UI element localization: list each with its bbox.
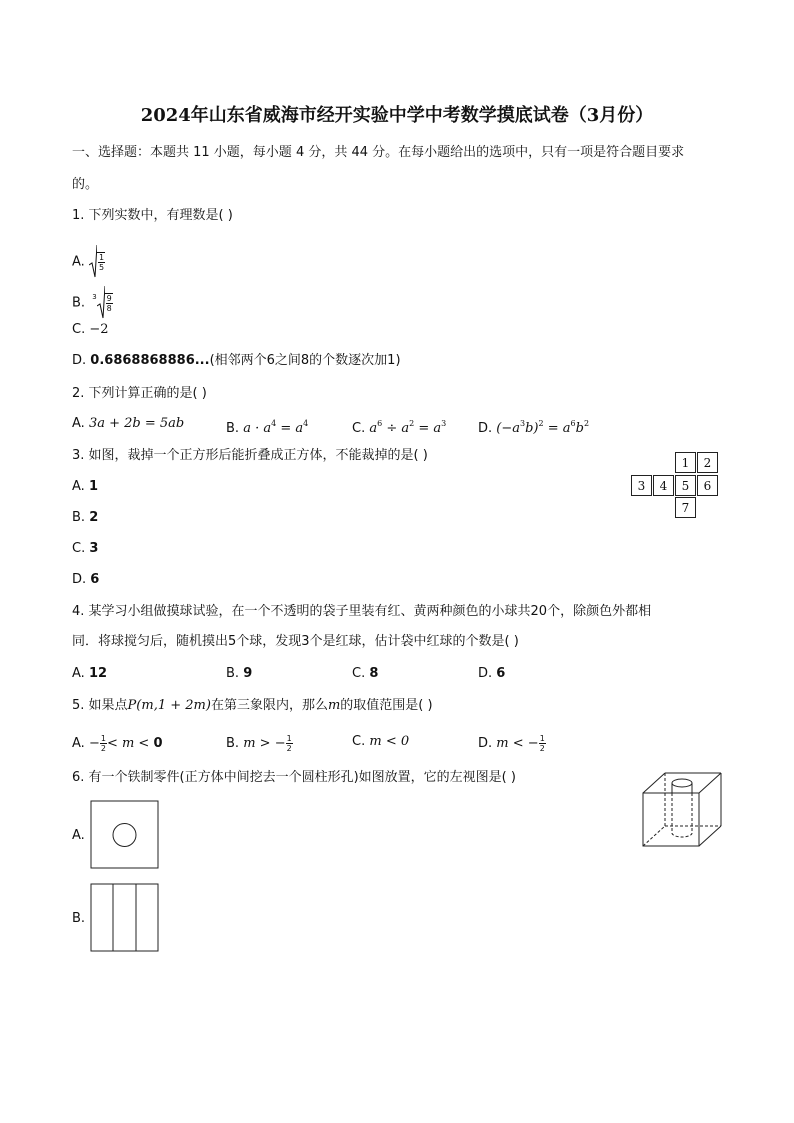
q5-option-a: A. − $\frac{1}{2}$ < m < 0 (72, 734, 163, 753)
q2-option-d: D. $(-a^3b)^2 = a^6b^2$ (478, 419, 590, 436)
q3-option-c: C. 3 (72, 541, 99, 556)
page-title: 2024年山东省威海市经开实验中学中考数学摸底试卷（3月份） (140, 105, 654, 126)
radicand-fraction: $\frac{9}{8}$ (106, 294, 112, 313)
q4-option-b: B. 9 (226, 666, 253, 681)
net-cell-7: 7 (675, 497, 696, 518)
q1-stem: 1. 下列实数中，有理数是( ) (72, 208, 233, 223)
option-value: −2 (89, 322, 109, 337)
q5-option-d: D. m < − $\frac{1}{2}$ (478, 734, 545, 753)
q4-option-a: A. 12 (72, 666, 108, 681)
net-cell-2: 2 (697, 452, 718, 473)
q2-stem: 2. 下列计算正确的是( ) (72, 386, 207, 401)
q2-option-b: B. $a \cdot a^4 = a^4$ (226, 419, 309, 436)
q3-option-b: B. 2 (72, 510, 99, 525)
option-label: C. (72, 322, 86, 337)
q4-option-d: D. 6 (478, 666, 506, 681)
q4-stem-line1: 4. 某学习小组做摸球试验，在一个不透明的袋子里装有红、黄两种颜色的小球共20个，除颜色外都相 (72, 604, 652, 619)
q6-option-b-figure (90, 883, 160, 953)
q2-option-a: A. 3a + 2b = 5ab (72, 416, 185, 431)
cube-root-index: 3 (92, 292, 97, 301)
q1-option-b (72, 286, 113, 320)
q1-option-c (72, 322, 109, 338)
option-label: D. (72, 353, 87, 368)
q3-option-a: A. 1 (72, 479, 98, 494)
q1-option-a (72, 245, 105, 279)
net-cell-5: 5 (675, 475, 696, 496)
q4-stem-line2: 同．将球搅匀后，随机摸出5个球，发现3个是红球，估计袋中红球的个数是( ) (72, 634, 519, 649)
q6-option-a-figure (90, 800, 160, 870)
q6-stem: 6. 有一个铁制零件(正方体中间挖去一个圆柱形孔)如图放置，它的左视图是( ) (72, 770, 516, 785)
q4-option-c: C. 8 (352, 666, 379, 681)
net-cell-1: 1 (675, 452, 696, 473)
section-instructions-line2: 的。 (72, 177, 99, 192)
net-cell-3: 3 (631, 475, 652, 496)
sqrt-radical (89, 245, 105, 279)
q6-option-a-label: A. (72, 828, 85, 843)
q5-option-c: C. m < 0 (352, 734, 410, 749)
net-cell-6: 6 (697, 475, 718, 496)
q5-stem: 5. 如果点P(m,1 + 2m)在第三象限内，那么m的取值范围是( ) (72, 698, 433, 713)
section-instructions-line1: 一、选择题：本题共 11 小题，每小题 4 分，共 44 分。在每小题给出的选项中，只有一项是符合题目要求 (72, 145, 685, 160)
radicand-fraction: $\frac{1}{5}$ (98, 253, 105, 272)
point-expression: P(m,1 + 2m) (127, 698, 211, 713)
q3-option-d: D. 6 (72, 572, 100, 587)
q2-option-c: C. $a^6 \div a^2 = a^3$ (352, 419, 447, 436)
q1-option-d (72, 353, 401, 369)
q5-option-b: B. m > − $\frac{1}{2}$ (226, 734, 292, 753)
cbrt-radical (97, 286, 113, 320)
option-note: (相邻两个6之间8的个数逐次加1) (209, 353, 401, 368)
net-cell-4: 4 (653, 475, 674, 496)
option-label: A. (72, 254, 85, 270)
hollow-cube-figure (641, 771, 725, 849)
option-label: B. (72, 295, 86, 311)
radical-sign-icon (89, 245, 97, 279)
q6-option-b-label: B. (72, 911, 86, 926)
option-value: 0.6868868886... (90, 353, 210, 368)
radical-sign-icon (97, 286, 105, 320)
q3-stem: 3. 如图，裁掉一个正方形后能折叠成正方体，不能裁掉的是( ) (72, 448, 428, 463)
